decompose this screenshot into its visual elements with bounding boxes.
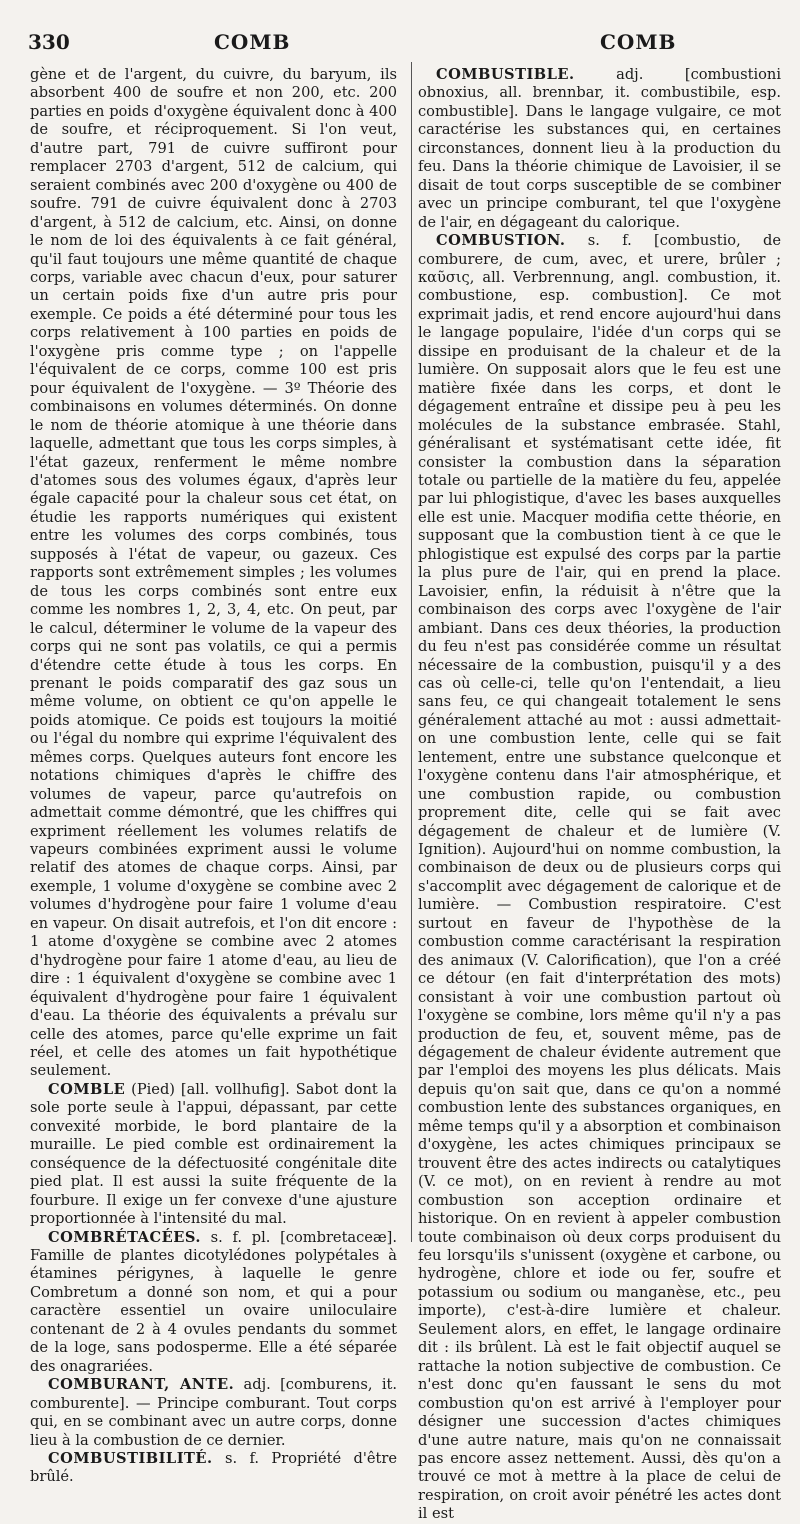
- headword: COMBLE: [48, 1080, 126, 1098]
- entry-text: s. f. Propriété d'être brûlé.: [30, 1449, 397, 1486]
- entry-text: s. f. [combustio, de comburere, de cum, avec, et urere, brûler ; καῦσις, all. Verbrennung, angl. combustion, it. combustione, esp. combustion]. Ce mot exprimait jadis, et rend encore aujourd'hui dans le langage populaire, l'idée d'un corps qui se dissipe en produisant de la chaleur et de la lumière. On supposait alors que le feu est une matière fixée dans les corps, et dont le dégagement entraîne et dissipe peu à peu les molécules de la substance embrasée. Stahl, généralisant et systématisant cette idée, fit consister la combustion dans la séparation totale ou partielle de la matière du feu, appelée par lui phlogistique, d'avec les bases auxquelles elle est unie. Macquer modifia cette théorie, en supposant que la combustion tient à ce que le phlogistique est expulsé des corps par la partie la plus pure de l'air, qui en prend la place. Lavoisier, enfin, la réduisit à n'être que la combinaison des corps avec l'oxygène de l'air ambiant. Dans ces deux théories, la production du feu n'est pas considérée comme un résultat nécessaire de la combustion, puisqu'il y a des cas où celle-ci, telle qu'on l'entendait, a lieu sans feu, ce qui changeait totalement le sens généralement attaché au mot : aussi admettait-on une combustion lente, celle qui se fait lentement, entre une substance quelconque et l'oxygène contenu dans l'air atmosphérique, et une combustion rapide, ou combustion proprement dite, celle qui se fait avec dégagement de chaleur et de lumière (V. Ignition). Aujourd'hui on nomme combustion, la combinaison de deux ou de plusieurs corps qui s'accomplit avec dégagement de calorique et de lumière. — Combustion respiratoire. C'est surtout en faveur de l'hypothèse de la combustion comme caractérisant la respiration des animaux (V. Calorification), que l'on a créé ce détour (en fait d'interprétation des mots) consistant à voir une combustion partout où l'oxygène se combine, lors même qu'il n'y a pas production de feu, et, souvent même, pas de dégagement de chaleur évidente autrement que par l'emploi des moyens les plus délicats. Mais depuis qu'on sait que, dans ce qu'on a nommé combustion lente des substances organiques, en même temps qu'il y a absorption et combinaison d'oxygène, les actes chimiques principaux se trouvent être des actes indirects ou catalytiques (V. ce mot), on en revient à rendre au mot combustion son acception ordinaire et historique. On en revient à appeler combustion toute combinaison où deux corps produisent du feu lorsqu'ils s'unissent (oxygène et carbone, ou hydrogène, chlore et iode ou fer, soufre et potassium ou sodium ou manganèse, etc., peu importe), c'est-à-dire lumière et chaleur. Seulement alors, en effet, le langage ordinaire dit : ils brûlent. Là est le fait objectif auquel se rattache la notion subjective de combustion. Ce n'est donc qu'en faussant le sens du mot combustion qu'on est arrivé à l'employer pour désigner une succession d'actes chimiques d'une autre nature, mais qu'on ne connaissait pas encore assez nettement. Aussi, dès qu'on a trouvé ce mot à mettre à la place de celui de respiration, on croit avoir pénétré les actes dont il est: [418, 232, 781, 1523]
- headword: COMBUSTIBLE.: [436, 66, 575, 83]
- left-running-head: COMB: [214, 30, 291, 54]
- entry-combretacees: [30, 1229, 397, 1377]
- entry-text: (Pied) [all. vollhufig]. Sabot dont la sole porte seule à l'appui, dépassant, par cette convexité morbide, le bord plantaire de la muraille. Le pied comble est ordinairement la conséquence de la défectuosité congénitale dite pied plat. Il est aussi la suite fréquente de la fourbure. Il exige un fer convexe d'une ajusture proportionnée à l'intensité du mal.: [30, 1080, 397, 1228]
- page-number: 330: [28, 30, 70, 54]
- running-header: [28, 30, 782, 58]
- headword: COMBUSTIBILITÉ.: [48, 1449, 213, 1467]
- right-column: [418, 66, 781, 1524]
- headword: COMBRÉTACÉES.: [48, 1228, 201, 1246]
- entry-comble: [30, 1081, 397, 1229]
- headword: COMBUSTION.: [436, 232, 566, 250]
- entry-text: s. f. pl. [combretaceæ]. Famille de plantes dicotylédones polypétales à étamines périgynes, à laquelle le genre Combretum a donné son nom, et qui a pour caractère essentiel un ovaire uniloculaire contenant de 2 à 4 ovules pendants du sommet de la loge, sans podosperme. Elle a été séparée des onagrariées.: [30, 1228, 397, 1375]
- entry-combustible: [418, 66, 781, 232]
- entry-text: adj. [comburens, it. comburente]. — Principe comburant. Tout corps qui, en se combinant avec un autre corps, donne lieu à la combustion de ce dernier.: [30, 1376, 398, 1449]
- entry-combustibilite: [30, 1450, 397, 1487]
- entry-text: adj. [combustioni obnoxius, all. brennbar, it. combustibile, esp. combustible]. Dans le langage vulgaire, ce mot caractérise les substances qui, en certaines circonstances, donnent lieu à la production du feu. Dans la théorie chimique de Lavoisier, il se disait de tout corps susceptible de se combiner avec un principe comburant, tel que l'oxygène de l'air, en dégageant du calorique.: [418, 66, 781, 231]
- entry-combustion: [418, 232, 781, 1524]
- headword: COMBURANT, ANTE.: [48, 1376, 235, 1394]
- entry-comburant: [30, 1376, 397, 1450]
- left-column: [30, 66, 397, 1487]
- right-running-head: COMB: [600, 30, 677, 54]
- column-divider: [411, 62, 412, 1242]
- chimie-continuation: gène et de l'argent, du cuivre, du baryum, ils absorbent 400 de soufre et non 200, etc. 200 parties en poids d'oxygène équivalent donc à 400 de soufre, et réciproquement. Si l'on veut, d'autre part, 791 de cuivre suffiront pour remplacer 2703 d'argent, 512 de calcium, qui seraient combinés avec 200 d'oxygène ou 400 de soufre. 791 de cuivre équivalent donc à 2703 d'argent, à 512 de calcium, etc. Ainsi, on donne le nom de loi des équivalents à ce fait général, qu'il faut toujours une même quantité de chaque corps, variable avec chacun d'eux, pour saturer un certain poids fixe d'un autre pris pour exemple. Ce poids a été déterminé pour tous les corps relativement à 100 parties en poids de l'oxygène pris comme type ; on l'appelle l'équivalent de ce corps, comme 100 est pris pour équivalent de l'oxygène. — 3º Théorie des combinaisons en volumes déterminés. On donne le nom de théorie atomique à une théorie dans laquelle, admettant que tous les corps simples, à l'état gazeux, renferment le même nombre d'atomes sous des volumes égaux, d'après leur égale capacité pour la chaleur sous cet état, on étudie les rapports numériques qui existent entre les volumes des corps combinés, tous supposés à l'état de vapeur, ou gazeux. Ces rapports sont extrêmement simples ; les volumes de tous les corps combinés sont entre eux comme les nombres 1, 2, 3, 4, etc. On peut, par le calcul, déterminer le volume de la vapeur des corps qui ne sont pas volatils, ce qui a permis d'étendre cette étude à tous les corps. En prenant le poids comparatif des gaz sous un même volume, on obtient ce qu'on appelle le poids atomique. Ce poids est toujours la moitié ou l'égal du nombre qui exprime l'équivalent des mêmes corps. Quelques auteurs font encore les notations chimiques d'après le chiffre des volumes de vapeur, parce qu'autrefois on admettait comme démontré, que les chiffres qui expriment réellement les volumes relatifs de vapeurs combinées expriment aussi le volume relatif des atomes de chaque corps. Ainsi, par exemple, 1 volume d'oxygène se combine avec 2 volumes d'hydrogène pour faire 1 volume d'eau en vapeur. On disait autrefois, et l'on dit encore : 1 atome d'oxygène se combine avec 2 atomes d'hydrogène pour faire 1 atome d'eau, au lieu de dire : 1 équivalent d'oxygène se combine avec 1 équivalent d'hydrogène pour faire 1 équivalent d'eau. La théorie des équivalents a prévalu sur celle des atomes, parce qu'elle exprime un fait réel, et celle des atomes un fait hypothétique seulement.: [30, 66, 397, 1080]
